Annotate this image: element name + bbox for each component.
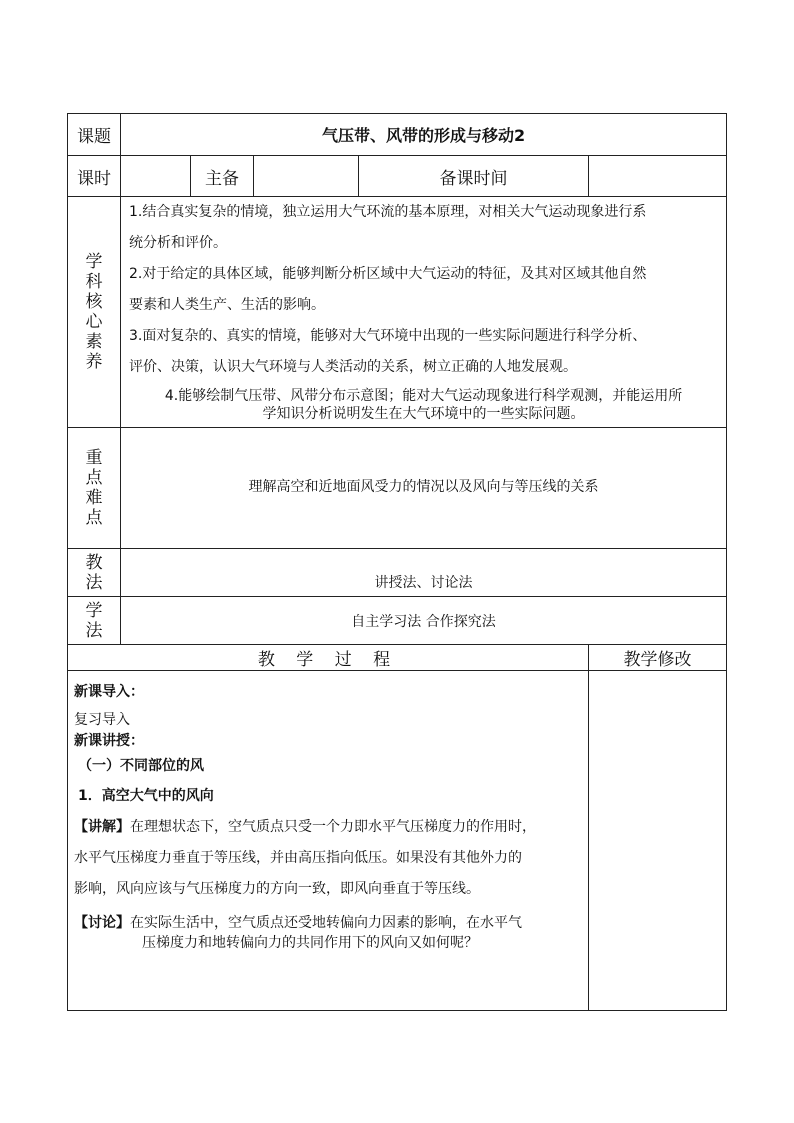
literacy-label-char: 科 xyxy=(85,272,103,292)
subsection-heading: 1．高空大气中的风向 xyxy=(78,788,214,804)
key-points-label xyxy=(68,428,121,549)
study-label-char: 法 xyxy=(85,620,103,641)
literacy-label-char: 养 xyxy=(85,352,103,372)
key-points-label-char: 点 xyxy=(85,468,103,488)
process-header-row xyxy=(68,645,727,671)
intro-heading: 新课导入： xyxy=(74,684,144,700)
modification-heading: 教学修改 xyxy=(589,645,727,671)
period-row xyxy=(68,156,727,197)
explain-line-3: 影响，风向应该与气压梯度力的方向一致，即风向垂直于等压线。 xyxy=(74,881,480,897)
key-points-row xyxy=(68,428,727,549)
explain-line-2: 水平气压梯度力垂直于等压线，并由高压指向低压。如果没有其他外力的 xyxy=(74,850,522,866)
method-label-char: 法 xyxy=(85,572,103,593)
goal-line: 要素和人类生产、生活的影响。 xyxy=(129,297,325,313)
topic-row xyxy=(68,114,727,156)
modification-cell xyxy=(589,671,727,1011)
discuss-text: 在实际生活中，空气质点还受地转偏向力因素的影响，在水平气 xyxy=(130,915,522,931)
study-label xyxy=(68,597,121,645)
preparer-label: 主备 xyxy=(191,156,254,197)
literacy-label-char: 学 xyxy=(85,252,103,272)
explain-tag: 【讲解】 xyxy=(74,819,130,835)
process-heading: 教 学 过 程 xyxy=(68,645,589,671)
goal-line: 2.对于给定的具体区域，能够判断分析区域中大气运动的特征，及其对区域其他自然 xyxy=(129,266,647,282)
period-label: 课时 xyxy=(68,156,121,197)
explain-line-1 xyxy=(74,812,580,843)
study-text: 自主学习法 合作探究法 xyxy=(121,597,727,645)
goal-line: 3.面对复杂的、真实的情境，能够对大气环境中出现的一些实际问题进行科学分析、 xyxy=(129,328,647,344)
method-label-char: 教 xyxy=(85,552,103,573)
method-label xyxy=(68,549,121,597)
lecture-heading: 新课讲授： xyxy=(74,733,144,749)
literacy-goals xyxy=(121,197,727,428)
prep-time-value xyxy=(589,156,727,197)
literacy-label-char: 核 xyxy=(85,292,103,312)
discuss-tag: 【讨论】 xyxy=(74,915,130,931)
literacy-label-char: 素 xyxy=(85,332,103,352)
literacy-label-char: 心 xyxy=(85,312,103,332)
key-points-text: 理解高空和近地面风受力的情况以及风向与等压线的关系 xyxy=(121,428,727,549)
study-label-char: 学 xyxy=(85,600,103,621)
topic-label: 课题 xyxy=(68,114,121,156)
goal-line: 统分析和评价。 xyxy=(129,235,227,251)
goal-line: 1.结合真实复杂的情境，独立运用大气环流的基本原理，对相关大气运动现象进行系 xyxy=(129,204,647,220)
key-points-label-char: 重 xyxy=(85,448,103,468)
explain-text: 在理想状态下，空气质点只受一个力即水平气压梯度力的作用时， xyxy=(130,819,536,835)
discuss-line-2: 压梯度力和地转偏向力的共同作用下的风向又如何呢？ xyxy=(142,935,478,951)
process-row xyxy=(68,671,727,1011)
process-content xyxy=(68,671,589,1011)
discuss-line-1 xyxy=(74,913,580,933)
goal-line: 学知识分析说明发生在大气环境中的一些实际问题。 xyxy=(262,406,585,422)
goal-line-4 xyxy=(129,383,718,427)
literacy-row xyxy=(68,197,727,428)
literacy-label xyxy=(68,197,121,428)
key-points-label-char: 难 xyxy=(85,488,103,508)
intro-text: 复习导入 xyxy=(74,712,130,728)
prep-time-label: 备课时间 xyxy=(359,156,589,197)
key-points-label-char: 点 xyxy=(85,508,103,528)
period-value xyxy=(121,156,191,197)
method-text: 讲授法、讨论法 xyxy=(121,549,727,597)
goal-line: 4.能够绘制气压带、风带分布示意图；能对大气运动现象进行科学观测，并能运用所 xyxy=(164,388,683,404)
topic-title: 气压带、风带的形成与移动2 xyxy=(121,114,727,156)
lesson-plan-table xyxy=(67,113,727,1011)
study-row xyxy=(68,597,727,645)
section-heading: （一）不同部位的风 xyxy=(78,758,204,774)
goal-line: 评价、决策，认识大气环境与人类活动的关系，树立正确的人地发展观。 xyxy=(129,359,577,375)
method-row xyxy=(68,549,727,597)
preparer-value xyxy=(254,156,359,197)
